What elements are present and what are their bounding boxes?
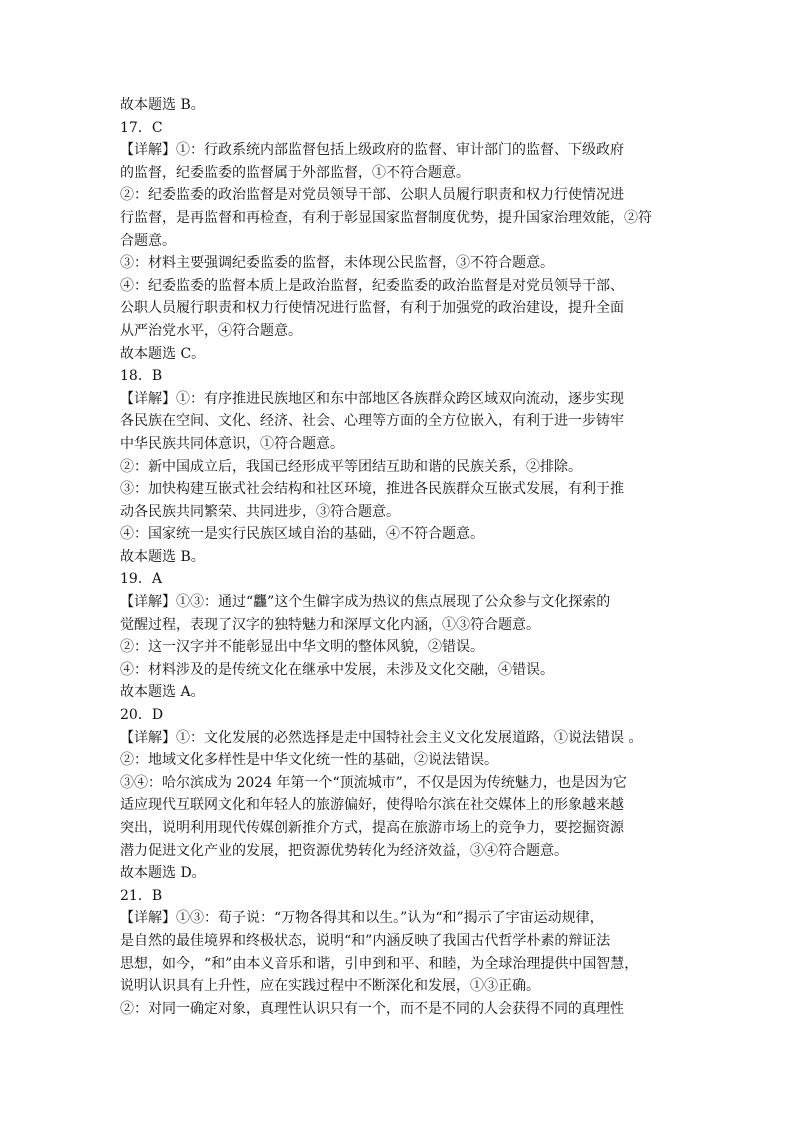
question-number: 18．B [120,368,163,385]
answer-text-body [120,94,680,1020]
text-line: ③：加快构建互嵌式社会结构和社区环境，推进各民族群众互嵌式发展，有利于推 [120,481,624,498]
text-line: 说明认识具有上升性，应在实践过程中不断深化和发展，①③正确。 [120,978,540,995]
text-line: 思想，如今，“和”由本义音乐和谐，引申到和平、和睦，为全球治理提供中国智慧， [120,955,639,972]
text-line: 是自然的最佳境界和终极状态，说明“和”内涵反映了我国古代哲学朴素的辩证法 [120,932,611,949]
text-line: ④：材料涉及的是传统文化在继承中发展，未涉及文化交融，④错误。 [120,661,554,678]
text-line: 潜力促进文化产业的发展，把资源优势转化为经济效益，③④符合题意。 [120,842,568,859]
text-line: 公职人员履行职责和权力行使情况进行监督，有利于加强党的政治建设，提升全面 [120,300,624,317]
text-line: 行监督，是再监督和再检查，有利于彰显国家监督制度优势，提升国家治理效能，②符 [120,209,652,226]
text-line: 从严治党水平，④符合题意。 [120,322,302,339]
question-number: 20．D [120,707,164,724]
text-line: 故本题选 B。 [120,548,205,565]
text-line: 【详解】①：文化发展的必然选择是走中国特社会主义文化发展道路，①说法错误 。 [120,729,643,746]
text-line: ②：对同一确定对象，真理性认识只有一个，而不是不同的人会获得不同的真理性 [120,1000,624,1017]
text-line: ②：新中国成立后，我国已经形成平等团结互助和谐的民族关系，②排除。 [120,458,582,475]
text-line: 合题意。 [120,232,176,249]
text-line: ④：纪委监委的监督本质上是政治监督，纪委监委的政治监督是对党员领导干部、 [120,277,624,294]
text-line: 各民族在空间、文化、经济、社会、心理等方面的全方位嵌入，有利于进一步铸牢 [120,413,624,430]
text-line: 故本题选 B。 [120,97,205,113]
text-line: ②：这一汉字并不能彰显出中华文明的整体风貌，②错误。 [120,639,484,656]
text-line: 动各民族共同繁荣、共同进步，③符合题意。 [120,503,400,520]
text-line: 【详解】①：行政系统内部监督包括上级政府的监督、审计部门的监督、下级政府 [120,142,624,159]
text-line: ②：地域文化多样性是中华文化统一性的基础，②说法错误。 [120,752,498,769]
text-line: 故本题选 A。 [120,684,205,701]
text-line: 适应现代互联网文化和年轻人的旅游偏好，使得哈尔滨在社交媒体上的形象越来越 [120,797,624,814]
text-line: 【详解】①③：通过“龘”这个生僻字成为热议的焦点展现了公众参与文化探索的 [120,594,611,611]
text-line: 突出，说明利用现代传媒创新推介方式，提高在旅游市场上的竞争力，要挖掘资源 [120,820,624,836]
text-line: ③：材料主要强调纪委监委的监督，未体现公民监督，③不符合题意。 [120,255,554,272]
text-line: 【详解】①③：荀子说：“万物各得其和以生。”认为“和”揭示了宇宙运动规律， [120,910,604,927]
text-line: 【详解】①：有序推进民族地区和东中部地区各族群众跨区域双向流动，逐步实现 [120,390,624,407]
text-line: 的监督，纪委监委的监督属于外部监督，①不符合题意。 [120,164,470,181]
text-line: ④：国家统一是实行民族区域自治的基础，④不符合题意。 [120,526,484,543]
question-number: 19．A [120,571,162,588]
text-line: 故本题选 C。 [120,345,206,362]
text-line: 故本题选 D。 [120,865,206,882]
question-number: 21．B [120,887,163,904]
text-line: 中华民族共同体意识，①符合题意。 [120,435,344,452]
text-line: ②：纪委监委的政治监督是对党员领导干部、公职人员履行职责和权力行使情况进 [120,187,624,204]
text-line: 觉醒过程，表现了汉字的独特魅力和深厚文化内涵，①③符合题意。 [120,616,540,633]
question-number: 17．C [120,119,163,136]
text-line: ③④：哈尔滨成为 2024 年第一个“顶流城市”，不仅是因为传统魅力，也是因为它 [120,774,627,791]
